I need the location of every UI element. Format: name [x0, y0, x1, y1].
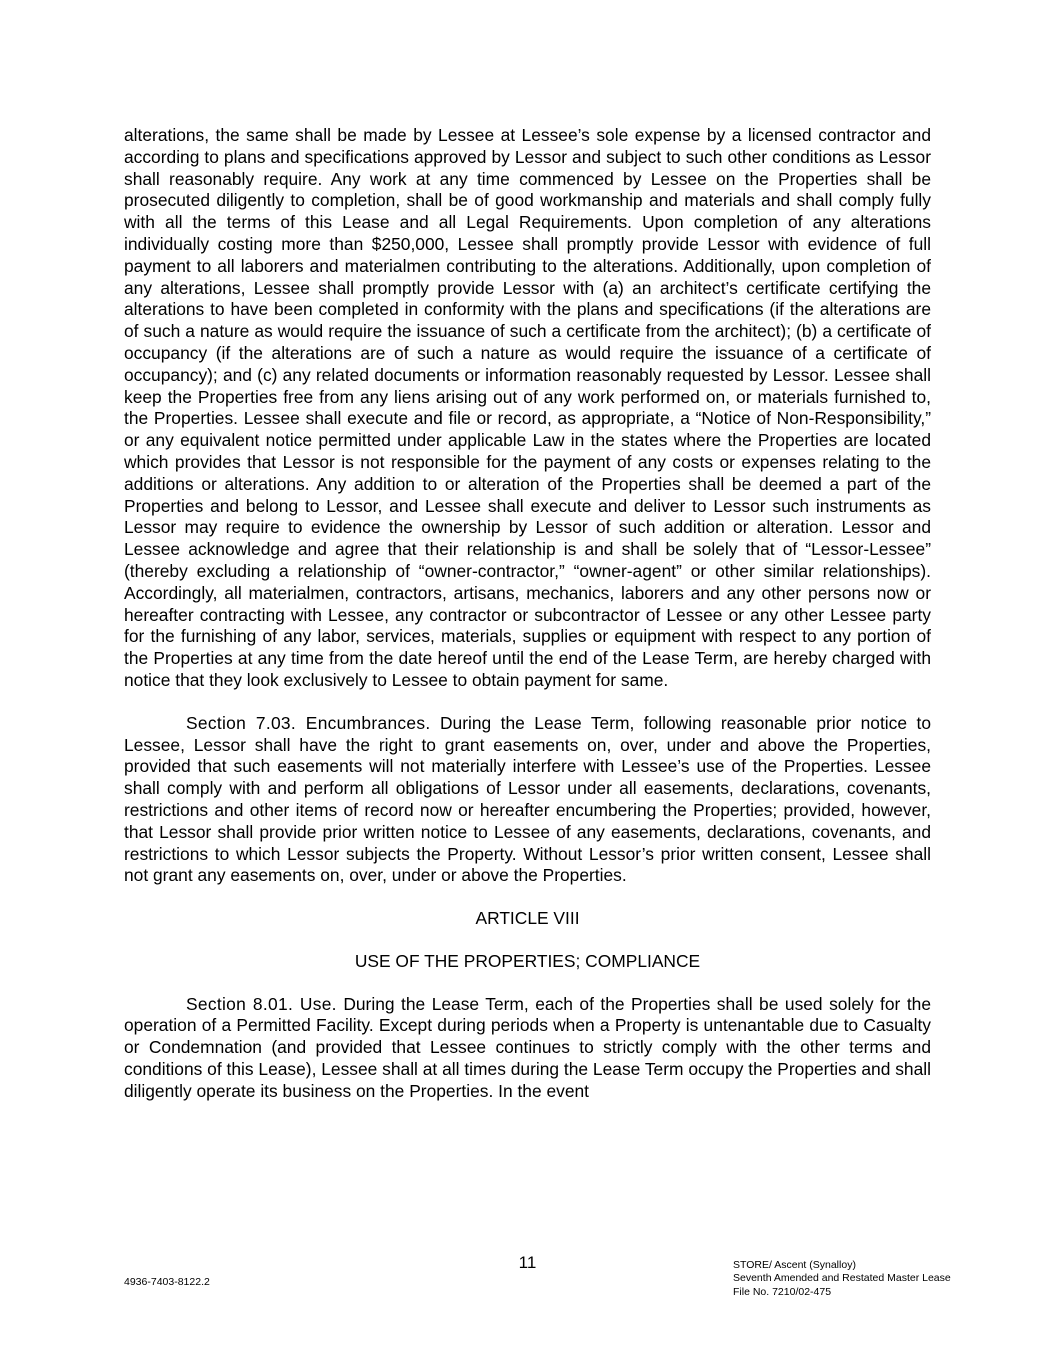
section-8-01-heading: Section 8.01. Use. [186, 993, 337, 1014]
section-7-03-heading: Section 7.03. Encumbrances. [186, 712, 431, 733]
body-text [124, 125, 931, 1124]
footer-line-2: Seventh Amended and Restated Master Lease [733, 1272, 951, 1285]
section-8-01 [124, 994, 931, 1103]
footer-reference [733, 1259, 951, 1299]
footer-line-3: File No. 7210/02-475 [733, 1285, 832, 1298]
section-7-03-text: During the Lease Term, following reasonable prior notice to Lessee, Lessor shall have the right to grant easements on, over, under and above the Properties, provided that such easements will not materially interfere with Lessee’s use of the Properties. Lessee shall comply with and perform all obligations of Lessor under all easements, declarations, covenants, restrictions and other items of record now or hereafter encumbering the Properties; provided, however, that Lessor shall provide prior written notice to Lessee of any easements, declarations, covenants, and restrictions to which Lessor subjects the Property. Without Lessor’s prior written consent, Lessee shall not grant any easements on, over, under or above the Properties. [124, 712, 931, 886]
paragraph-alterations: alterations, the same shall be made by Lessee at Lessee’s sole expense by a licensed contractor and according to plans and specifications approved by Lessor and subject to such other conditions as Lessor shall reasonably require. Any work at any time commenced by Lessee on the Properties shall be prosecuted diligently to completion, shall be of good workmanship and materials and shall comply fully with all the terms of this Lease and all Legal Requirements. Upon completion of any alterations individually costing more than $250,000, Lessee shall promptly provide Lessor with evidence of full payment to all laborers and materialmen contributing to the alterations. Additionally, upon completion of any alterations, Lessee shall promptly provide Lessor with (a) an architect’s certificate certifying the alterations to have been completed in conformity with the plans and specifications (if the alterations are of such a nature as would require the issuance of such a certificate from the architect); (b) a certificate of occupancy (if the alterations are of such a nature as would require the issuance of a certificate of occupancy); and (c) any related documents or information reasonably requested by Lessor. Lessee shall keep the Properties free from any liens arising out of any work performed on, or materials furnished to, the Properties. Lessee shall execute and file or record, as appropriate, a “Notice of Non-Responsibility,” or any equivalent notice permitted under applicable Law in the states where the Properties are located which provides that Lessor is not responsible for the payment of any costs or expenses relating to the additions or alterations. Any addition to or alteration of the Properties shall be deemed a part of the Properties and belong to Lessor, and Lessee shall execute and deliver to Lessor such instruments as Lessor may require to evidence the ownership by Lessor of such addition or alteration. Lessor and Lessee acknowledge and agree that their relationship is and shall be solely that of “Lessor-Lessee” (thereby excluding a relationship of “owner-contractor,” “owner-agent” or other similar relationships). Accordingly, all materialmen, contractors, artisans, mechanics, laborers and any other persons now or hereafter contracting with Lessee, any contractor or subcontractor of Lessee or any other Lessee party for the furnishing of any labor, services, materials, supplies or equipment with respect to any portion of the Properties at any time from the date hereof until the end of the Lease Term, are hereby charged with notice that they look exclusively to Lessee to obtain payment for same. [124, 125, 931, 690]
section-8-01-text: During the Lease Term, each of the Properties shall be used solely for the operation of a Permitted Facility. Except during periods when a Property is untenantable due to Casualty or Condemnation (and provided that Lessee continues to strictly comply with the other terms and conditions of this Lease), Lessee shall at all times during the Lease Term occupy the Properties and shall diligently operate its business on the Properties. In the event [124, 993, 931, 1101]
section-7-03 [124, 713, 931, 887]
article-title: ARTICLE VIII [475, 908, 580, 929]
article-subtitle: USE OF THE PROPERTIES; COMPLIANCE [354, 950, 701, 971]
page-number: 11 [518, 1253, 537, 1272]
document-id: 4936-7403-8122.2 [124, 1276, 210, 1288]
footer-line-1: STORE/ Ascent (Synalloy) [733, 1259, 856, 1271]
